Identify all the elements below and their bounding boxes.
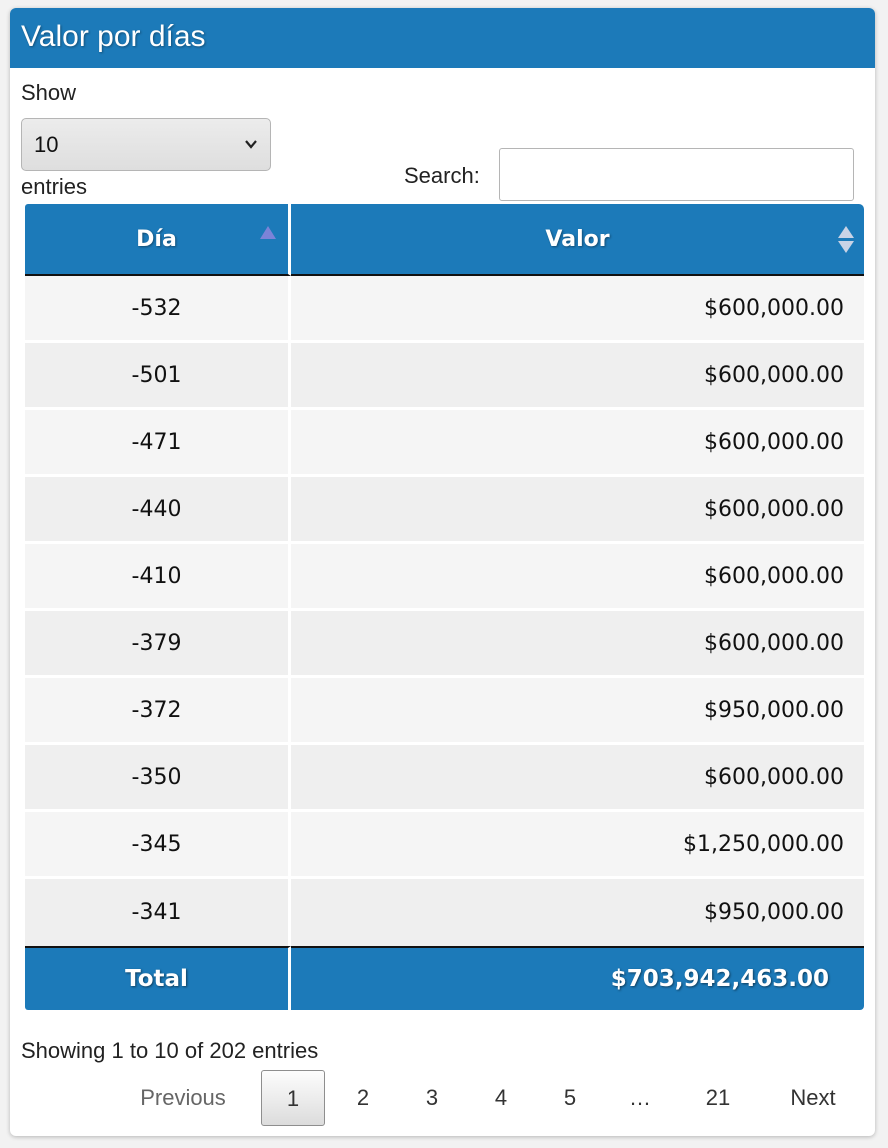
- valor-por-dias-card: [10, 8, 875, 1136]
- cell-dia: -410: [25, 544, 291, 611]
- entries-label: entries: [21, 174, 88, 199]
- cell-valor: $600,000.00: [291, 611, 864, 678]
- cell-valor: $1,250,000.00: [291, 812, 864, 879]
- column-header-valor[interactable]: [291, 204, 864, 276]
- table-row: [25, 745, 864, 812]
- table-footer-row: [25, 946, 864, 1010]
- table-row: [25, 611, 864, 678]
- footer-total-label: Total: [25, 946, 291, 1010]
- table-controls: [10, 68, 875, 204]
- cell-dia: -345: [25, 812, 291, 879]
- page-button-1[interactable]: 1: [261, 1070, 325, 1126]
- cell-valor: $950,000.00: [291, 678, 864, 745]
- entries-length-select[interactable]: [21, 118, 271, 171]
- column-header-dia-label: Día: [136, 226, 177, 252]
- table-row: [25, 544, 864, 611]
- cell-dia: -350: [25, 745, 291, 812]
- pagination-ellipsis: …: [629, 1085, 651, 1110]
- cell-valor: $600,000.00: [291, 477, 864, 544]
- table-row: [25, 812, 864, 879]
- cell-dia: -532: [25, 276, 291, 343]
- cell-dia: -379: [25, 611, 291, 678]
- cell-dia: -372: [25, 678, 291, 745]
- search-label: Search:: [404, 163, 480, 188]
- cell-valor: $600,000.00: [291, 343, 864, 410]
- cell-dia: -471: [25, 410, 291, 477]
- page-button-3[interactable]: 3: [425, 1085, 439, 1110]
- cell-valor: $600,000.00: [291, 745, 864, 812]
- chevron-down-icon: [244, 119, 258, 190]
- search-input[interactable]: [499, 148, 854, 201]
- pagination: [10, 1070, 875, 1126]
- table-row: [25, 678, 864, 745]
- footer-total-value: $703,942,463.00: [291, 946, 864, 1010]
- sort-ascending-icon: [260, 226, 276, 239]
- table-row: [25, 477, 864, 544]
- table-row: [25, 410, 864, 477]
- valor-table: [25, 204, 864, 1010]
- cell-dia: -501: [25, 343, 291, 410]
- page-button-4[interactable]: 4: [494, 1085, 508, 1110]
- column-header-dia[interactable]: [25, 204, 291, 276]
- table-row: [25, 276, 864, 343]
- cell-valor: $600,000.00: [291, 276, 864, 343]
- card-title: Valor por días: [10, 8, 875, 68]
- table-row: [25, 343, 864, 410]
- next-page-button[interactable]: Next: [790, 1085, 836, 1110]
- page-button-21[interactable]: 21: [705, 1085, 731, 1110]
- cell-dia: -440: [25, 477, 291, 544]
- cell-valor: $600,000.00: [291, 410, 864, 477]
- entries-length-value: 10: [34, 132, 59, 157]
- column-header-valor-label: Valor: [545, 226, 610, 252]
- sort-both-icon: [838, 226, 854, 256]
- page-button-5[interactable]: 5: [563, 1085, 577, 1110]
- cell-valor: $600,000.00: [291, 544, 864, 611]
- table-row: [25, 879, 864, 946]
- cell-valor: $950,000.00: [291, 879, 864, 946]
- cell-dia: -341: [25, 879, 291, 946]
- table-info: Showing 1 to 10 of 202 entries: [21, 1038, 319, 1063]
- page-button-2[interactable]: 2: [356, 1085, 370, 1110]
- previous-page-button[interactable]: Previous: [140, 1085, 226, 1110]
- show-label: Show: [21, 80, 77, 105]
